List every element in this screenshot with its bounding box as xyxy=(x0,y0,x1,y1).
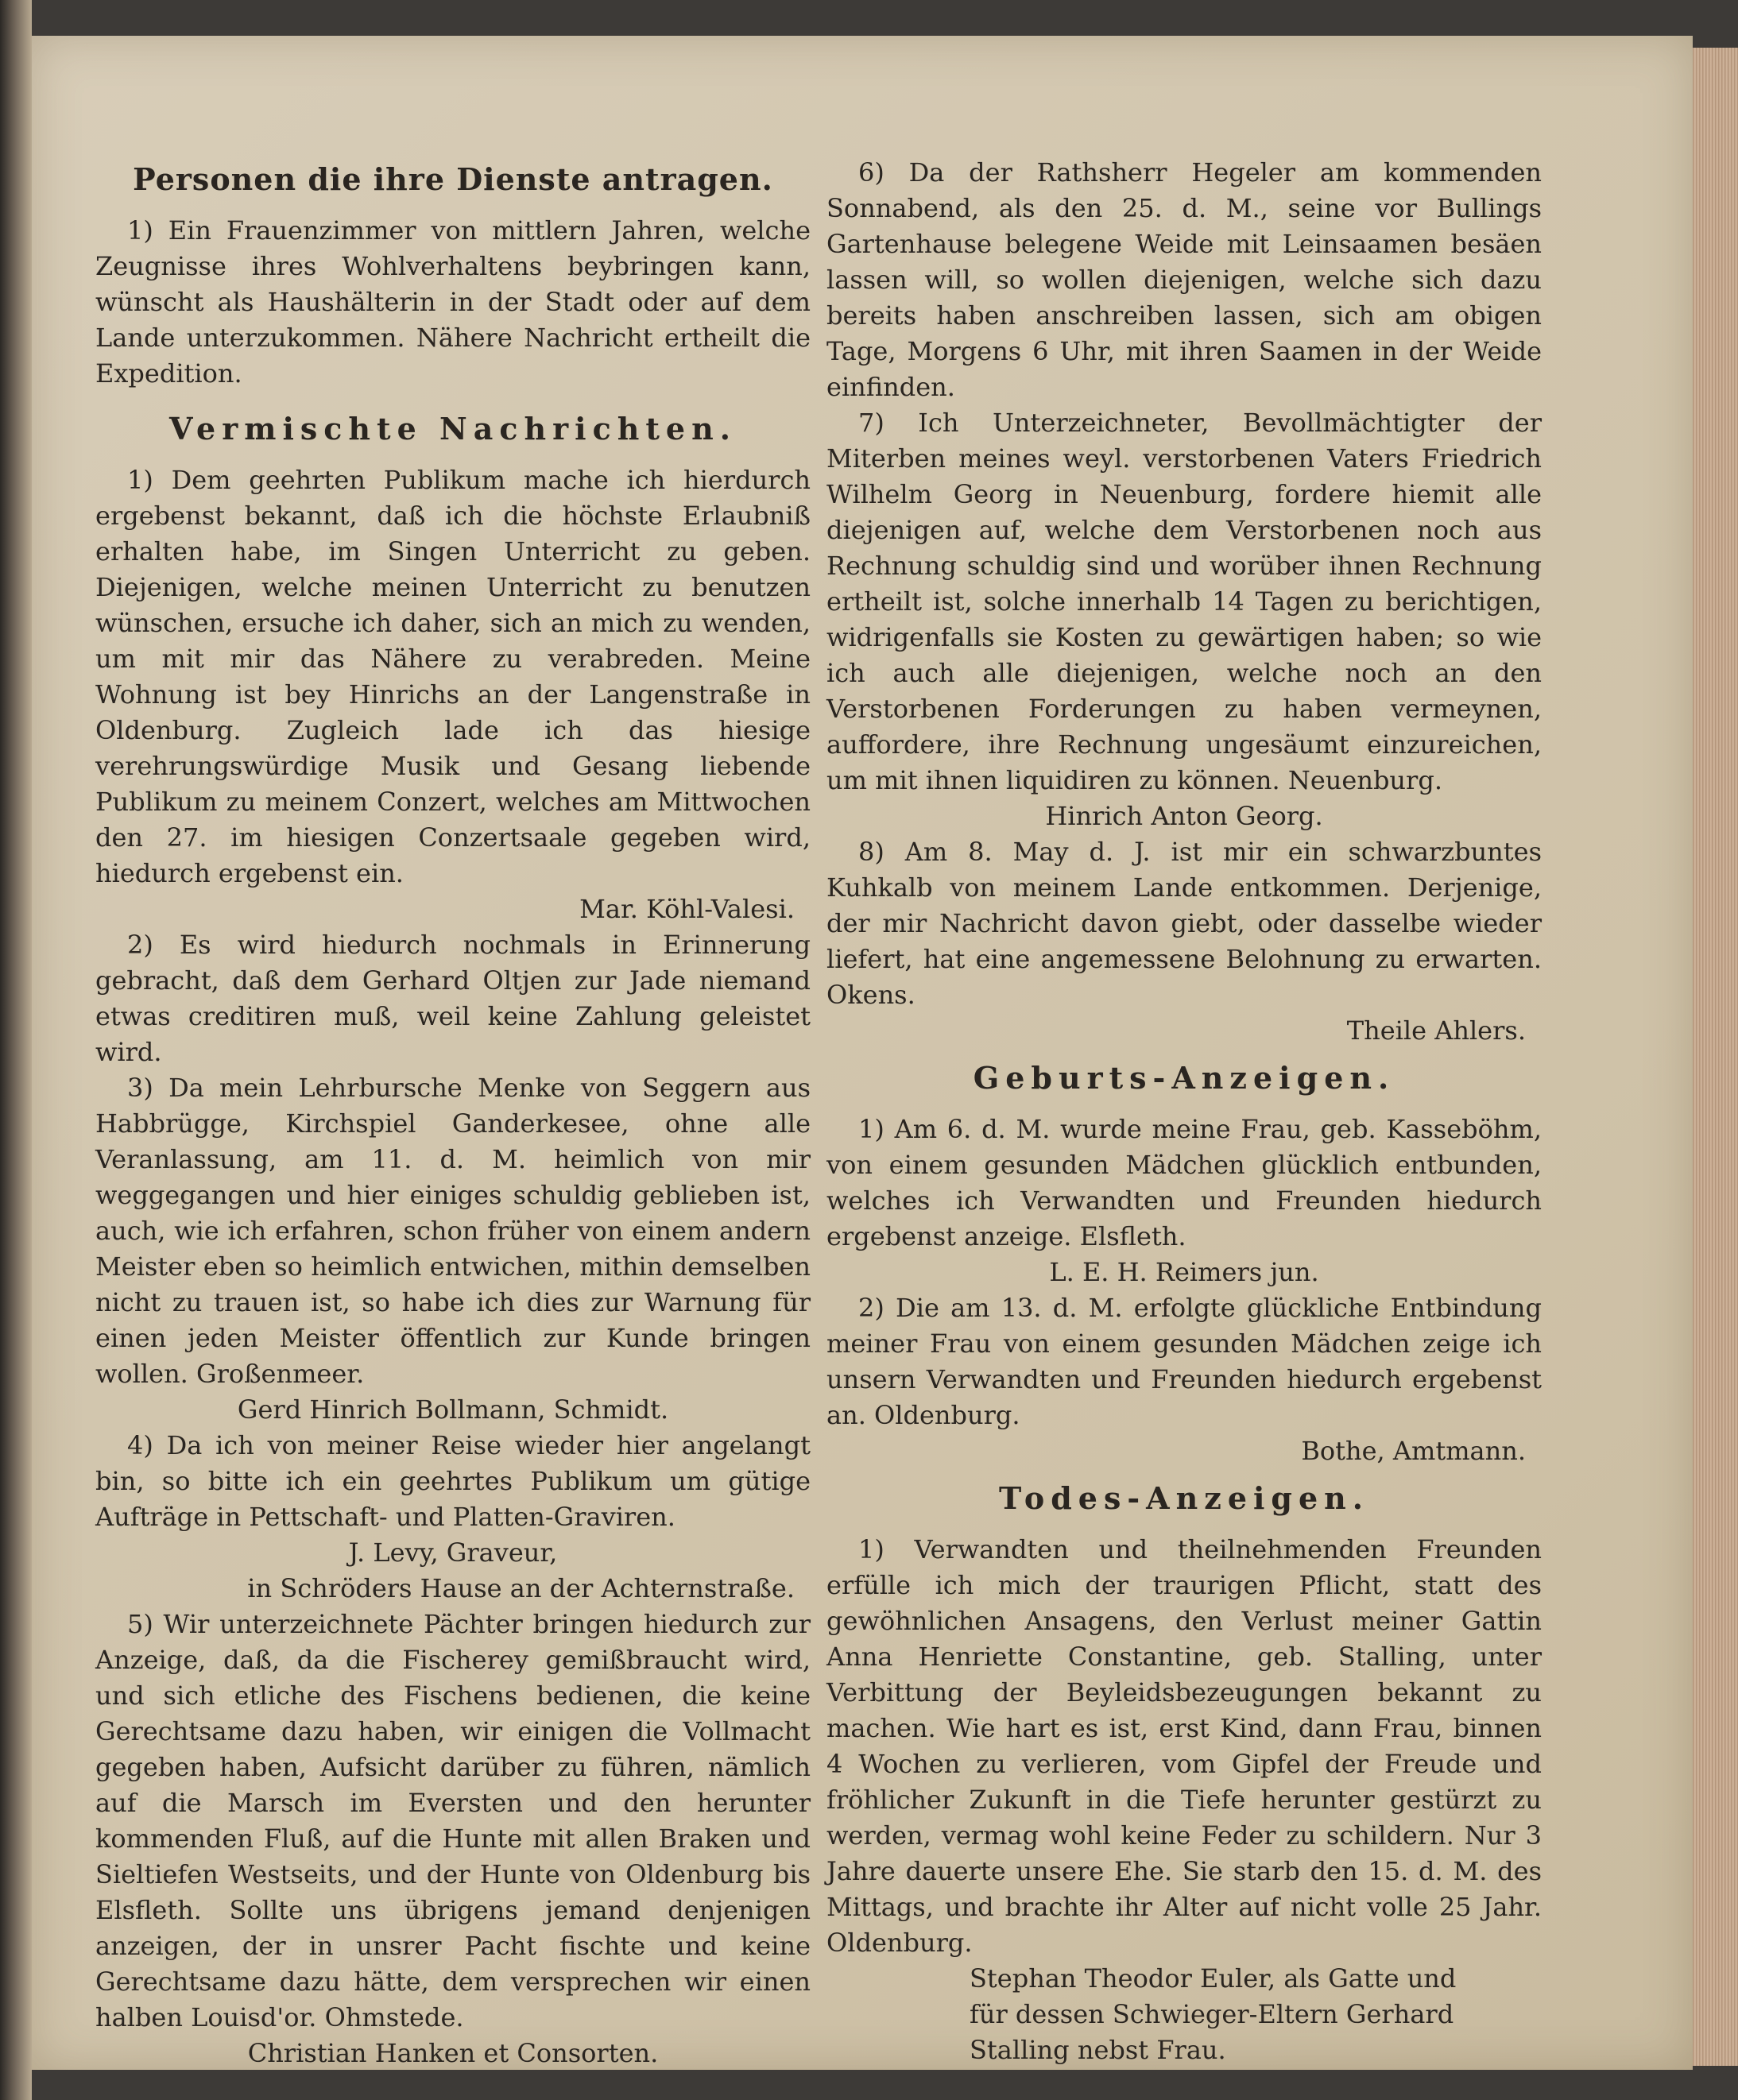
death-notice-1-signature-line2: für dessen Schwieger-Eltern Gerhard xyxy=(970,1999,1454,2029)
notice-8-signature: Theile Ahlers. xyxy=(1346,1015,1526,1046)
section-title-vermischte: Vermischte Nachrichten. xyxy=(169,411,737,447)
notice-1: 1) Dem geehrten Publikum mache ich hierdurch ergebenst bekannt, daß ich die höchste Erlaubniß erhalten habe, im Singen Unterricht zu geben. Diejenigen, welche meinen Unterricht zu benutzen wünschen, ersuche ich daher, sich an mich zu wenden, um mit mir das Nähere zu verabreden. Meine Wohnung ist bey Hinrichs an der Langenstraße in Oldenburg. Zugleich lade ich das hiesige verehrungswürdige Musik und Gesang liebende Publikum zu meinem Conzert, welches am Mittwochen den 27. im hiesigen Conzertsaale gegeben wird, hiedurch ergebenst ein. xyxy=(95,465,811,888)
birth-notice-2: 2) Die am 13. d. M. erfolgte glückliche Entbindung meiner Frau von einem gesunden Mädchen zeige ich unsern Verwandten und Freunden hiedurch ergebenst an. Oldenburg. xyxy=(826,1293,1542,1430)
right-column xyxy=(826,155,1542,2068)
notice-4-signature-address: in Schröders Hause an der Achternstraße. xyxy=(247,1573,795,1603)
birth-notice-1-signature: L. E. H. Reimers jun. xyxy=(1049,1257,1319,1287)
death-notice-1-signature-line1: Stephan Theodor Euler, als Gatte und xyxy=(970,1963,1457,1994)
death-notice-1: 1) Verwandten und theilnehmenden Freunden erfülle ich mich der traurigen Pflicht, statt des gewöhnlichen Ansagens, den Verlust meiner Gattin Anna Henriette Constantine, geb. Stalling, unter Verbittung der Beyleidsbezeugungen bekannt zu machen. Wie hart es ist, erst Kind, dann Frau, binnen 4 Wochen zu verlieren, vom Gipfel der Freude und fröhlicher Zukunft in die Tiefe herunter gestürzt zu werden, vermag wohl keine Feder zu schildern. Nur 3 Jahre dauerte unsere Ehe. Sie starb den 15. d. M. des Mittags, und brachte ihr Alter auf nicht volle 25 Jahr. Oldenburg. xyxy=(826,1534,1542,1958)
newspaper-page xyxy=(32,36,1693,2070)
birth-notice-1: 1) Am 6. d. M. wurde meine Frau, geb. Kasseböhm, von einem gesunden Mädchen glücklich entbunden, welches ich Verwandten und Freunden hiedurch ergebenst anzeige. Elsfleth. xyxy=(826,1114,1542,1251)
section-title-personen: Personen die ihre Dienste antragen. xyxy=(133,161,773,197)
notice-8: 8) Am 8. May d. J. ist mir ein schwarzbuntes Kuhkalb von meinem Lande entkommen. Derjenige, der mir Nachricht davon giebt, oder dasselbe wieder liefert, hat eine angemessene Belohnung zu erwarten. Okens. xyxy=(826,837,1542,1010)
notice-4: 4) Da ich von meiner Reise wieder hier angelangt bin, so bitte ich ein geehrtes Publikum um gütige Aufträge in Pettschaft- und Platten-Graviren. xyxy=(95,1430,811,1532)
section-title-geburts: Geburts-Anzeigen. xyxy=(973,1060,1395,1096)
notice-5: 5) Wir unterzeichnete Pächter bringen hiedurch zur Anzeige, daß, da die Fischerey gemißbraucht wird, und sich etliche des Fischens bedienen, die keine Gerechtsame dazu haben, wir einigen die Vollmacht gegeben haben, Aufsicht darüber zu führen, nämlich auf die Marsch im Eversten und den herunter kommenden Fluß, auf die Hunte mit allen Braken und Sieltiefen Westseits, und der Hunte von Oldenburg bis Elsfleth. Sollte uns übrigens jemand denjenigen anzeigen, der in unsrer Pacht fischte und keine Gerechtsame dazu hätte, dem versprechen wir einen halben Louisd'or. Ohmstede. xyxy=(95,1609,811,2032)
death-notice-1-signature-line3: Stalling nebst Frau. xyxy=(970,2035,1226,2065)
section-title-todes: Todes-Anzeigen. xyxy=(998,1480,1370,1516)
notice-6: 6) Da der Rathsherr Hegeler am kommenden Sonnabend, als den 25. d. M., seine vor Bullings Gartenhause belegene Weide mit Leinsaamen besäen lassen will, so wollen diejenigen, welche sich dazu bereits haben anschreiben lassen, sich am obigen Tage, Morgens 6 Uhr, mit ihren Saamen in der Weide einfinden. xyxy=(826,157,1542,402)
notice-2: 2) Es wird hiedurch nochmals in Erinnerung gebracht, daß dem Gerhard Oltjen zur Jade niemand etwas creditiren muß, weil keine Zahlung geleistet wird. xyxy=(95,930,811,1067)
page-edges xyxy=(1690,48,1738,2066)
notice-3-signature: Gerd Hinrich Bollmann, Schmidt. xyxy=(237,1394,669,1425)
birth-notice-2-signature: Bothe, Amtmann. xyxy=(1301,1436,1526,1466)
notice-7-signature: Hinrich Anton Georg. xyxy=(1045,801,1323,831)
notice-4-signature-name: J. Levy, Graveur, xyxy=(348,1537,558,1568)
notice-3: 3) Da mein Lehrbursche Menke von Seggern aus Habbrügge, Kirchspiel Ganderkesee, ohne alle Veranlassung, am 11. d. M. heimlich von mir weggegangen und hier einiges schuldig geblieben ist, auch, wie ich erfahren, schon früher von einem andern Meister eben so heimlich entwichen, mithin demselben nicht zu trauen ist, so habe ich dies zur Warnung für einen jeden Meister öffentlich zur Kunde bringen wollen. Großenmeer. xyxy=(95,1073,811,1389)
notice-dienste-1: 1) Ein Frauenzimmer von mittlern Jahren, welche Zeugnisse ihres Wohlverhaltens beybringen kann, wünscht als Haushälterin in der Stadt oder auf dem Lande unterzukommen. Nähere Nachricht ertheilt die Expedition. xyxy=(95,215,811,389)
notice-1-signature: Mar. Köhl-Valesi. xyxy=(579,894,795,924)
notice-7: 7) Ich Unterzeichneter, Bevollmächtigter der Miterben meines weyl. verstorbenen Vaters Friedrich Wilhelm Georg in Neuenburg, fordere hiemit alle diejenigen auf, welche dem Verstorbenen noch aus Rechnung schuldig sind und worüber ihnen Rechnung ertheilt ist, solche innerhalb 14 Tagen zu berichtigen, widrigenfalls sie Kosten zu gewärtigen haben; so wie ich auch alle diejenigen, welche noch an den Verstorbenen Forderungen zu haben vermeynen, auffordere, ihre Rechnung ungesäumt einzureichen, um mit ihnen liquidiren zu können. Neuenburg. xyxy=(826,408,1542,795)
book-binding xyxy=(0,0,32,2100)
left-column xyxy=(95,155,811,2071)
notice-5-signature: Christian Hanken et Consorten. xyxy=(247,2038,659,2068)
